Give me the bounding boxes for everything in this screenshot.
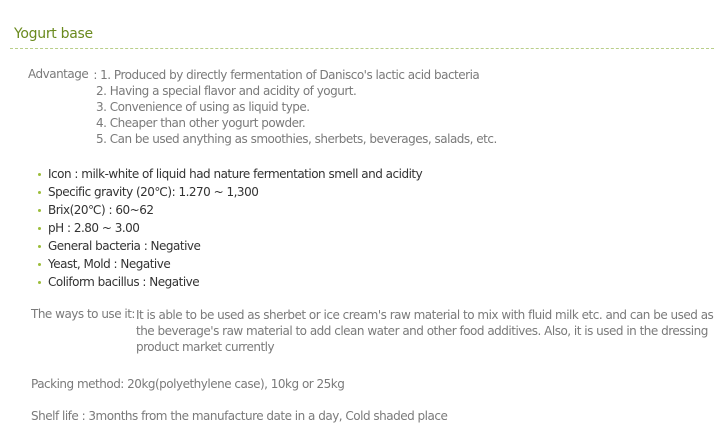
spec-item [38, 219, 422, 237]
advantage-label: Advantage [28, 67, 89, 81]
page-title: Yogurt base [14, 26, 93, 42]
advantage-item-1: : 1. Produced by directly fermentation of Danisco's lactic acid bacteria [90, 68, 480, 82]
shelf-life: Shelf life : 3months from the manufacture date in a day, Cold shaded place [31, 409, 448, 423]
advantage-item-4: 4. Cheaper than other yogurt powder. [96, 116, 306, 130]
spec-item [38, 165, 422, 183]
spec-text: pH : 2.80 ~ 3.00 [48, 221, 140, 235]
bullet-icon [38, 173, 41, 176]
spec-item [38, 273, 422, 291]
spec-text: Yeast, Mold : Negative [48, 257, 171, 271]
spec-item [38, 183, 422, 201]
advantage-item-5: 5. Can be used anything as smoothies, sherbets, beverages, salads, etc. [96, 132, 497, 146]
spec-item [38, 201, 422, 219]
ways-text: It is able to be used as sherbet or ice cream's raw material to mix with fluid milk etc. and can be used as the beverage's raw material to add clean water and other food additives. Also, it is used in the dressing product market currently [136, 308, 714, 354]
advantage-item-2: 2. Having a special flavor and acidity of yogurt. [96, 84, 357, 98]
bullet-icon [38, 281, 41, 284]
advantage-list [90, 67, 497, 147]
bullet-icon [38, 191, 41, 194]
bullet-icon [38, 263, 41, 266]
ways-label: The ways to use it: [31, 307, 135, 321]
spec-item [38, 237, 422, 255]
spec-list [38, 165, 422, 291]
spec-text: General bacteria : Negative [48, 239, 201, 253]
spec-text: Coliform bacillus : Negative [48, 275, 200, 289]
spec-item [38, 255, 422, 273]
bullet-icon [38, 245, 41, 248]
bullet-icon [38, 227, 41, 230]
advantage-item-3: 3. Convenience of using as liquid type. [96, 100, 310, 114]
spec-text: Icon : milk-white of liquid had nature fermentation smell and acidity [48, 167, 423, 181]
spec-text: Specific gravity (20℃): 1.270 ~ 1,300 [48, 185, 259, 199]
bullet-icon [38, 209, 41, 212]
title-divider [10, 48, 714, 49]
spec-text: Brix(20℃) : 60~62 [48, 203, 154, 217]
packing-method: Packing method: 20kg(polyethylene case), 10kg or 25kg [31, 377, 345, 391]
